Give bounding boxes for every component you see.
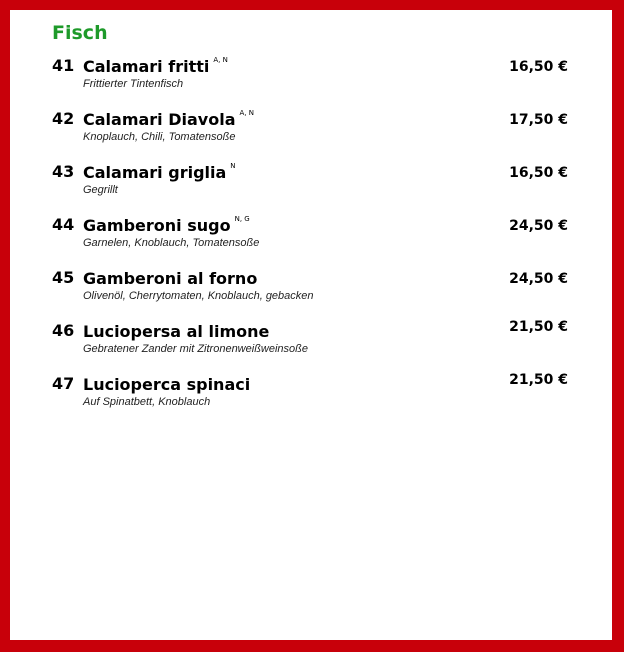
item-description: Knoplauch, Chili, Tomatensoße bbox=[83, 131, 236, 143]
item-number: 47 bbox=[52, 374, 75, 393]
menu-item bbox=[10, 56, 612, 106]
item-allergens: A, N bbox=[239, 109, 254, 117]
item-name-text: Lucioperca spinaci bbox=[83, 375, 251, 394]
item-name-text: Calamari Diavola bbox=[83, 110, 236, 129]
item-price: 21,50 € bbox=[509, 319, 568, 335]
item-price: 21,50 € bbox=[509, 372, 568, 388]
section-title: Fisch bbox=[52, 22, 108, 44]
item-price: 17,50 € bbox=[509, 112, 568, 128]
item-description: Frittierter Tintenfisch bbox=[83, 78, 184, 90]
item-description: Auf Spinatbett, Knoblauch bbox=[83, 396, 211, 408]
item-name bbox=[83, 374, 254, 394]
item-price: 24,50 € bbox=[509, 218, 568, 234]
item-name bbox=[83, 56, 228, 76]
item-number: 45 bbox=[52, 268, 75, 287]
item-name-text: Gamberoni al forno bbox=[83, 269, 258, 288]
item-name bbox=[83, 268, 261, 288]
item-description: Gegrillt bbox=[83, 184, 118, 196]
item-allergens: A, N bbox=[213, 56, 228, 64]
item-allergens: N bbox=[230, 162, 236, 170]
item-name-text: Calamari fritti bbox=[83, 57, 210, 76]
item-number: 42 bbox=[52, 109, 75, 128]
menu-item bbox=[10, 215, 612, 265]
menu-item bbox=[10, 374, 612, 424]
item-description: Olivenöl, Cherrytomaten, Knoblauch, gebacken bbox=[83, 290, 314, 302]
item-price: 16,50 € bbox=[509, 59, 568, 75]
item-description: Garnelen, Knoblauch, Tomatensoße bbox=[83, 237, 260, 249]
item-name bbox=[83, 321, 273, 341]
menu-item bbox=[10, 162, 612, 212]
item-number: 43 bbox=[52, 162, 75, 181]
item-number: 44 bbox=[52, 215, 75, 234]
menu-item bbox=[10, 321, 612, 371]
item-name-text: Calamari griglia bbox=[83, 163, 227, 182]
item-name-text: Luciopersa al limone bbox=[83, 322, 270, 341]
item-name bbox=[83, 215, 250, 235]
item-number: 41 bbox=[52, 56, 75, 75]
item-price: 16,50 € bbox=[509, 165, 568, 181]
menu-page bbox=[10, 10, 612, 640]
item-description: Gebratener Zander mit Zitronenweißweinsoße bbox=[83, 343, 308, 355]
item-name bbox=[83, 162, 236, 182]
item-name-text: Gamberoni sugo bbox=[83, 216, 231, 235]
item-allergens: N, G bbox=[234, 215, 250, 223]
item-name bbox=[83, 109, 254, 129]
item-price: 24,50 € bbox=[509, 271, 568, 287]
menu-item bbox=[10, 109, 612, 159]
item-number: 46 bbox=[52, 321, 75, 340]
menu-item bbox=[10, 268, 612, 318]
